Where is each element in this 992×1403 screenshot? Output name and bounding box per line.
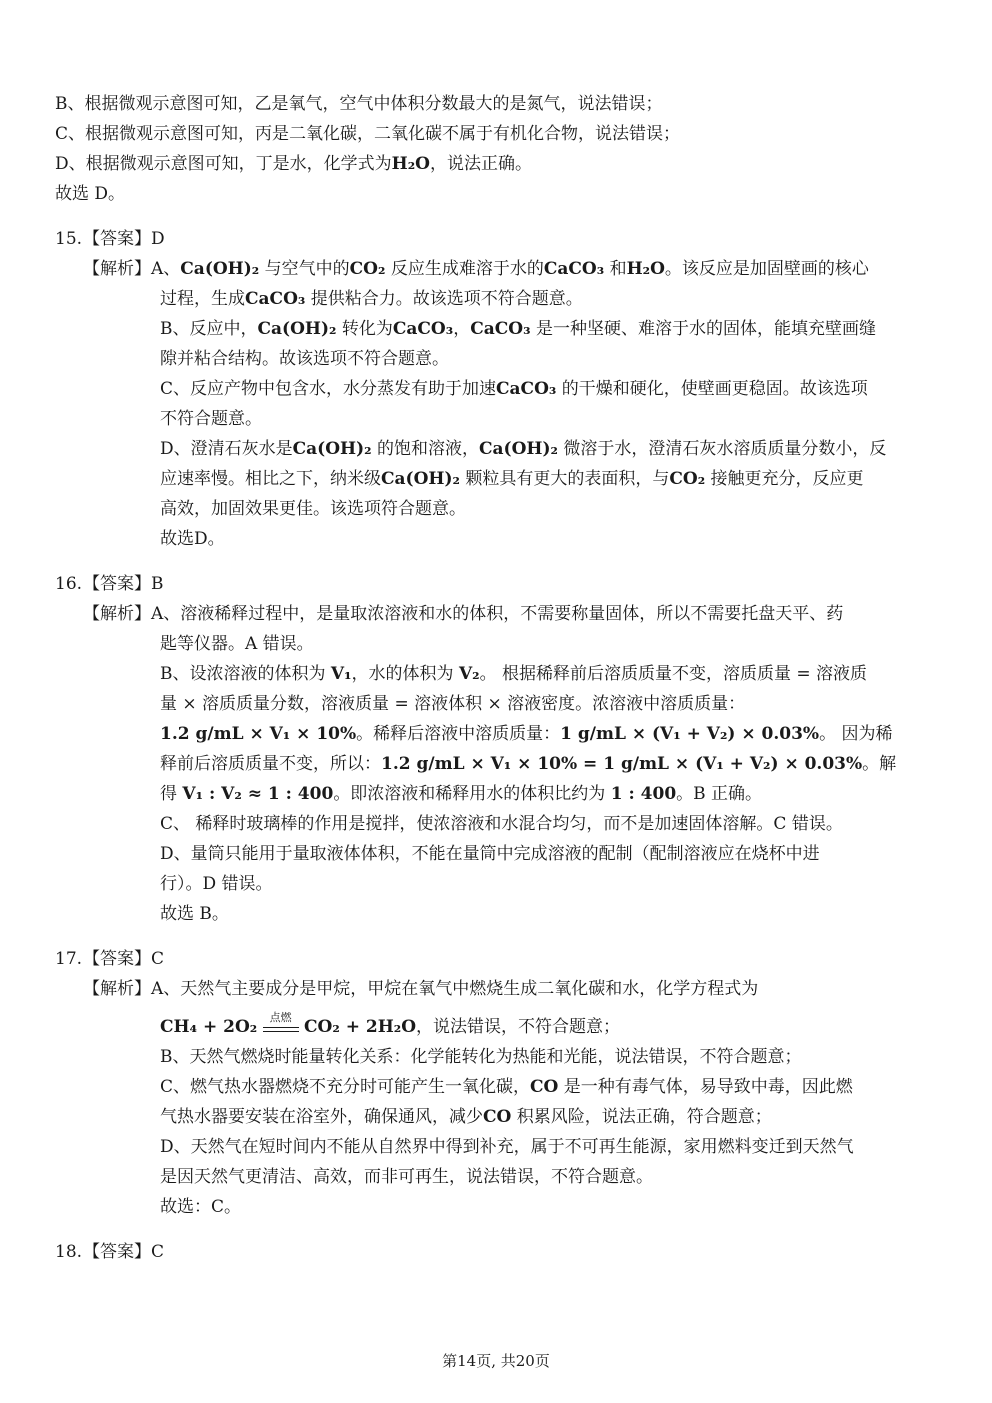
q17-analysis-line-3: B、天然气燃烧时能量转化关系：化学能转化为热能和光能，说法错误，不符合题意；	[160, 1047, 802, 1067]
q16-analysis-line-10: 行）。D 错误。	[160, 874, 273, 894]
q16-analysis-line-7: 得 V₁ : V₂ ≈ 1 : 400。即浓溶液和稀释用水的体积比约为 1 : 400。B 正确。	[160, 784, 763, 804]
q14-option-d: D、根据微观示意图可知，丁是水，化学式为H₂O，说法正确。	[55, 154, 532, 174]
q17-choice: 故选：C。	[160, 1197, 242, 1217]
q16-analysis-line-2: 匙等仪器。A 错误。	[160, 634, 314, 654]
equation-arrow	[263, 1011, 299, 1032]
equation-condition: 点燃	[269, 1011, 292, 1024]
q14-option-c: C、根据微观示意图可知，丙是二氧化碳，二氧化碳不属于有机化合物，说法错误；	[55, 124, 681, 144]
q18-answer-line: 18.【答案】C	[55, 1242, 165, 1262]
q15-analysis-line-3: B、反应中，Ca(OH)₂ 转化为CaCO₃，CaCO₃ 是一种坚硬、难溶于水的固体，能填充壁画缝	[160, 319, 876, 339]
q15-analysis-line-4: 隙并粘合结构。故该选项不符合题意。	[160, 349, 449, 369]
q16-analysis-line-9: D、量筒只能用于量取液体体积，不能在量筒中完成溶液的配制（配制溶液应在烧杯中进	[160, 844, 820, 864]
q17-analysis-line-6: D、天然气在短时间内不能从自然界中得到补充，属于不可再生能源，家用燃料变迁到天然气	[160, 1137, 854, 1157]
equation-reactants: CH₄ + 2O₂	[160, 1017, 258, 1037]
q15-analysis-line-5: C、反应产物中包含水，水分蒸发有助于加速CaCO₃ 的干燥和硬化，使壁画更稳固。故该选项	[160, 379, 868, 399]
q15-analysis-line-8: 应速率慢。相比之下，纳米级Ca(OH)₂ 颗粒具有更大的表面积，与CO₂ 接触更充分，反应更	[160, 469, 864, 489]
q16-analysis-line-3: B、设浓溶液的体积为 V₁，水的体积为 V₂。 根据稀释前后溶质质量不变，溶质质量 = 溶液质	[160, 664, 868, 684]
q14-option-b: B、根据微观示意图可知，乙是氧气，空气中体积分数最大的是氮气，说法错误；	[55, 94, 663, 114]
q15-choice: 故选D。	[160, 529, 225, 549]
q17-analysis-line-4: C、燃气热水器燃烧不充分时可能产生一氧化碳，CO 是一种有毒气体，易导致中毒，因此燃	[160, 1077, 853, 1097]
q16-analysis-line-1: 【解析】A、溶液稀释过程中，是量取浓溶液和水的体积，不需要称量固体，所以不需要托盘天平、药	[83, 604, 844, 624]
q15-analysis-line-6: 不符合题意。	[160, 409, 262, 429]
q16-analysis-line-4: 量 × 溶质质量分数，溶液质量 = 溶液体积 × 溶液密度。浓溶液中溶质质量：	[160, 694, 746, 714]
q16-analysis-line-6: 释前后溶质质量不变，所以：1.2 g/mL × V₁ × 10% = 1 g/mL × (V₁ + V₂) × 0.03%。解	[160, 754, 897, 774]
q17-analysis-line-7: 是因天然气更清洁、高效，而非可再生，说法错误，不符合题意。	[160, 1167, 653, 1187]
q15-analysis-line-2: 过程，生成CaCO₃ 提供粘合力。故该选项不符合题意。	[160, 289, 583, 309]
q16-choice: 故选 B。	[160, 904, 229, 924]
q17-analysis-line-1: 【解析】A、天然气主要成分是甲烷，甲烷在氧气中燃烧生成二氧化碳和水，化学方程式为	[83, 979, 759, 999]
q16-analysis-line-8: C、 稀释时玻璃棒的作用是搅拌，使浓溶液和水混合均匀，而不是加速固体溶解。C 错误。	[160, 814, 843, 834]
page-footer: 第14页, 共20页	[442, 1352, 550, 1370]
q14-choice: 故选 D。	[55, 184, 126, 204]
q17-analysis-line-5: 气热水器要安装在浴室外，确保通风，减少CO 积累风险，说法正确，符合题意；	[160, 1107, 772, 1127]
q17-answer-line: 17.【答案】C	[55, 949, 165, 969]
equation-products: CO₂ + 2H₂O	[304, 1017, 417, 1037]
q15-analysis-line-1: 【解析】A、Ca(OH)₂ 与空气中的CO₂ 反应生成难溶于水的CaCO₃ 和H₂O。该反应是加固壁画的核心	[83, 259, 869, 279]
q15-answer-line: 15.【答案】D	[55, 229, 165, 249]
q15-analysis-line-7: D、澄清石灰水是Ca(OH)₂ 的饱和溶液，Ca(OH)₂ 微溶于水，澄清石灰水溶质质量分数小，反	[160, 439, 887, 459]
q15-analysis-line-9: 高效，加固效果更佳。该选项符合题意。	[160, 499, 466, 519]
q17-equation-line: CH₄ + 2O₂ 点燃 CO₂ + 2H₂O，说法错误，不符合题意；	[160, 1015, 620, 1039]
q16-answer-line: 16.【答案】B	[55, 574, 164, 594]
q16-analysis-line-5: 1.2 g/mL × V₁ × 10%。稀释后溶液中溶质质量：1 g/mL × (V₁ + V₂) × 0.03%。 因为稀	[160, 724, 893, 744]
